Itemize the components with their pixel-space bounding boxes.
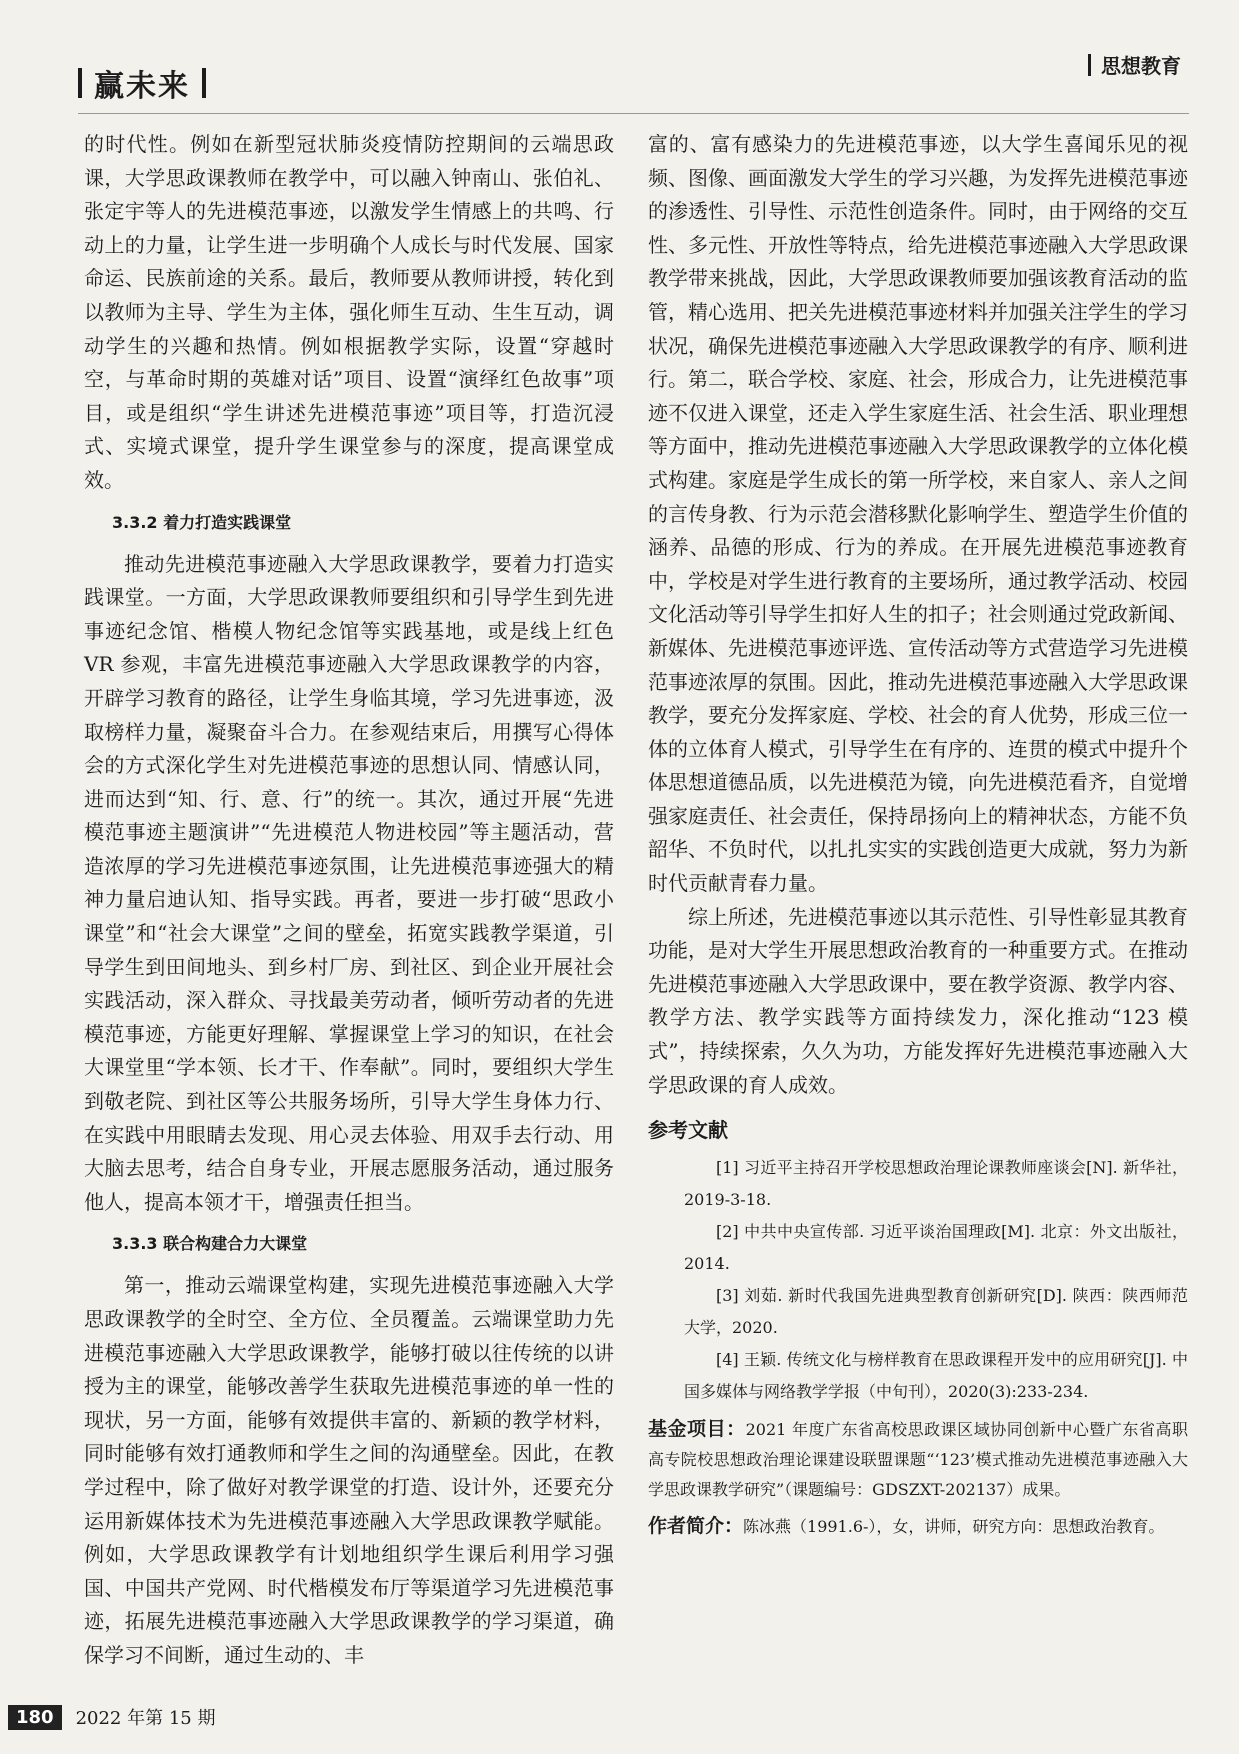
author-label: 作者简介： (648, 1515, 744, 1538)
left-paragraph-3: 第一，推动云端课堂构建，实现先进模范事迹融入大学思政课教学的全时空、全方位、全员覆盖。云端课堂助力先进模范事迹融入大学思政课教学，能够打破以往传统的以讲授为主的课堂，能够改善学生获取先进模范事迹的单一性的现状，另一方面，能够有效提供丰富的、新颖的教学材料，同时能够有效打通教师和学生之间的沟通壁垒。因此，在教学过程中，除了做好对教学课堂的打造、设计外，还要充分运用新媒体技术为先进模范事迹融入大学思政课教学赋能。例如，大学思政课教学有计划地组织学生课后利用学习强国、中国共产党网、时代楷模发布厅等渠道学习先进模范事迹，拓展先进模范事迹融入大学思政课教学的学习渠道，确保学习不间断，通过生动的、丰 (84, 1273, 614, 1667)
left-paragraph-1: 的时代性。例如在新型冠状肺炎疫情防控期间的云端思政课，大学思政课教师在教学中，可以融入钟南山、张伯礼、张定宇等人的先进模范事迹，以激发学生情感上的共鸣、行动上的力量，让学生进一步明确个人成长与时代发展、国家命运、民族前途的关系。最后，教师要从教师讲授，转化到以教师为主导、学生为主体，强化师生互动、生生互动，调动学生的兴趣和热情。例如根据教学实际，设置“穿越时空，与革命时期的英雄对话”项目、设置“演绎红色故事”项目，或是组织“学生讲述先进模范事迹”项目等，打造沉浸式、实境式课堂，提升学生课堂参与的深度，提高课堂成效。 (84, 132, 614, 492)
header-bar-right (202, 68, 206, 98)
right-column (648, 128, 1188, 1542)
fund-text: 2021 年度广东省高校思政课区域协同创新中心暨广东省高职高专院校思想政治理论课建设联盟课题“‘123’模式推动先进模范事迹融入大学思政课教学研究”（课题编号：GDSZXT-202137）成果。 (648, 1420, 1188, 1500)
reference-item: [4] 王颖. 传统文化与榜样教育在思政课程开发中的应用研究[J]. 中国多媒体与网络教学学报（中旬刊），2020(3):233-234. (684, 1350, 1188, 1402)
references-heading: 参考文献 (648, 1118, 728, 1143)
right-paragraph-2: 综上所述，先进模范事迹以其示范性、引导性彰显其教育功能，是对大学生开展思想政治教育的一种重要方式。在推动先进模范事迹融入大学思政课中，要在教学资源、教学内容、教学方法、教学实践等方面持续发力，深化推动“123 模式”，持续探索，久久为功，方能发挥好先进模范事迹融入大学思政课的育人成效。 (648, 904, 1188, 1097)
journal-title: 赢未来 (94, 69, 190, 104)
reference-item: [3] 刘茹. 新时代我国先进典型教育创新研究[D]. 陕西：陕西师范大学，2020. (684, 1286, 1188, 1338)
reference-item: [2] 中共中央宣传部. 习近平谈治国理政[M]. 北京：外文出版社，2014. (684, 1222, 1188, 1274)
header-rule (78, 113, 1189, 114)
section-title: 思想教育 (1101, 54, 1181, 78)
header-bar-left (78, 68, 82, 98)
journal-header (78, 62, 206, 104)
issue-label: 2022 年第 15 期 (75, 1708, 216, 1729)
fund-note (648, 1414, 1188, 1505)
left-paragraph-2: 推动先进模范事迹融入大学思政课教学，要着力打造实践课堂。一方面，大学思政课教师要组织和引导学生到先进事迹纪念馆、楷模人物纪念馆等实践基地，或是线上红色 VR 参观，丰富先进模范事迹融入大学思政课教学的内容，开辟学习教育的路径，让学生身临其境，学习先进事迹，汲取榜样力量，凝聚奋斗合力。在参观结束后，用撰写心得体会的方式深化学生对先进模范事迹的思想认同、情感认同，进而达到“知、行、意、行”的统一。其次，通过开展“先进模范事迹主题演讲”“先进模范人物进校园”等主题活动，营造浓厚的学习先进模范事迹氛围，让先进模范事迹强大的精神力量启迪认知、指导实践。再者，要进一步打破“思政小课堂”和“社会大课堂”之间的壁垒，拓宽实践教学渠道，引导学生到田间地头、到乡村厂房、到社区、到企业开展社会实践活动，深入群众、寻找最美劳动者，倾听劳动者的先进模范事迹，方能更好理解、掌握课堂上学习的知识，在社会大课堂里“学本领、长才干、作奉献”。同时，要组织大学生到敬老院、到社区等公共服务场所，引导大学生身体力行、在实践中用眼睛去发现、用心灵去体验、用双手去行动、用大脑去思考，结合自身专业，开展志愿服务活动，通过服务他人，提高本领才干，增强责任担当。 (84, 551, 614, 1214)
section-heading-333: 3.3.3 联合构建合力大课堂 (112, 1234, 308, 1254)
page-footer (8, 1704, 215, 1730)
section-bar (1088, 54, 1091, 76)
left-column (84, 128, 614, 1673)
right-paragraph-1: 富的、富有感染力的先进模范事迹，以大学生喜闻乐见的视频、图像、画面激发大学生的学习兴趣，为发挥先进模范事迹的渗透性、引导性、示范性创造条件。同时，由于网络的交互性、多元性、开放性等特点，给先进模范事迹融入大学思政课教学带来挑战，因此，大学思政课教师要加强该教育活动的监管，精心选用、把关先进模范事迹材料并加强关注学生的学习状况，确保先进模范事迹融入大学思政课教学的有序、顺利进行。第二，联合学校、家庭、社会，形成合力，让先进模范事迹不仅进入课堂，还走入学生家庭生活、社会生活、职业理想等方面中，推动先进模范事迹融入大学思政课教学的立体化模式构建。家庭是学生成长的第一所学校，来自家人、亲人之间的言传身教、行为示范会潜移默化影响学生、塑造学生价值的涵养、品德的形成、行为的养成。在开展先进模范事迹教育中，学校是对学生进行教育的主要场所，通过教学活动、校园文化活动等引导学生扣好人生的扣子；社会则通过党政新闻、新媒体、先进模范事迹评选、宣传活动等方式营造学习先进模范事迹浓厚的氛围。因此，推动先进模范事迹融入大学思政课教学，要充分发挥家庭、学校、社会的育人优势，形成三位一体的立体育人模式，引导学生在有序的、连贯的模式中提升个体思想道德品质，以先进模范为镜，向先进模范看齐，自觉增强家庭责任、社会责任，保持昂扬向上的精神状态，方能不负韶华、不负时代，以扎扎实实的实践创造更大成就，努力为新时代贡献青春力量。 (648, 132, 1188, 896)
section-header (1088, 50, 1181, 79)
author-text: 陈冰燕（1991.6-），女，讲师，研究方向：思想政治教育。 (743, 1517, 1165, 1537)
page-number: 180 (8, 1705, 62, 1730)
author-note (648, 1511, 1188, 1542)
reference-item: [1] 习近平主持召开学校思想政治理论课教师座谈会[N]. 新华社，2019-3-18. (684, 1158, 1188, 1210)
section-heading-332: 3.3.2 着力打造实践课堂 (112, 512, 292, 532)
fund-label: 基金项目： (648, 1418, 746, 1441)
